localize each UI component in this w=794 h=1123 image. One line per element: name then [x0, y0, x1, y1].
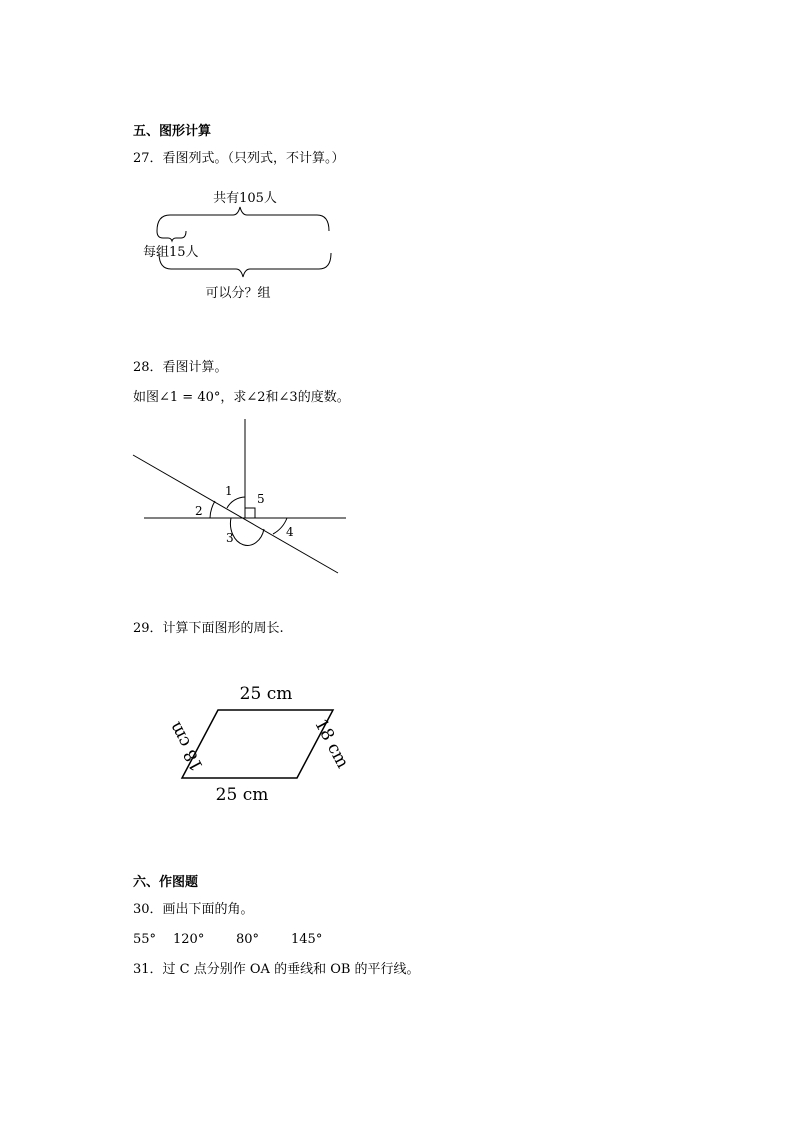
side-bottom-label: 25 cm	[215, 785, 269, 805]
angle-80: 80°	[236, 932, 260, 947]
q27-total-label: 共有105人	[213, 191, 277, 206]
question-28-text: 28．看图计算。	[133, 360, 228, 375]
side-left-label: 18 cm	[165, 718, 208, 775]
question-28-condition: 如图∠1 = 40°，求∠2和∠3的度数。	[133, 390, 350, 405]
parallelogram-shape	[182, 710, 333, 778]
angle-145: 145°	[291, 932, 323, 947]
angle-label-1: 1	[225, 484, 233, 498]
angle-label-4: 4	[286, 525, 294, 539]
angle-2-arc	[210, 501, 215, 518]
angle-120: 120°	[173, 932, 205, 947]
angle-label-5: 5	[257, 492, 265, 506]
question-30-text: 30．画出下面的角。	[133, 902, 254, 917]
q27-brace-diagram	[130, 185, 350, 305]
side-right-label: 18 cm	[310, 715, 353, 772]
section-title-6: 六、作图题	[133, 875, 199, 890]
angle-1-arc	[227, 497, 245, 508]
oblique-line	[133, 455, 338, 573]
question-29-text: 29．计算下面图形的周长.	[133, 621, 284, 636]
angle-55: 55°	[133, 932, 157, 947]
q29-parallelogram-diagram	[160, 680, 360, 810]
q27-group-label: 每组15人	[143, 245, 199, 260]
question-27-text: 27．看图列式。（只列式，不计算。）	[133, 151, 345, 166]
right-angle-mark	[245, 508, 255, 518]
q27-total-brace	[157, 207, 329, 231]
q27-count-label: 可以分？组	[205, 286, 271, 301]
side-top-label: 25 cm	[239, 684, 293, 704]
q28-angle-diagram	[130, 415, 350, 580]
angle-label-2: 2	[195, 504, 203, 518]
section-title-5: 五、图形计算	[133, 124, 212, 139]
angle-4-arc	[273, 518, 287, 534]
q27-group-brace	[157, 231, 186, 241]
angle-3-arc	[230, 518, 264, 545]
question-31-text: 31．过 C 点分别作 OA 的垂线和 OB 的平行线。	[133, 962, 420, 977]
angle-label-3: 3	[226, 531, 234, 545]
